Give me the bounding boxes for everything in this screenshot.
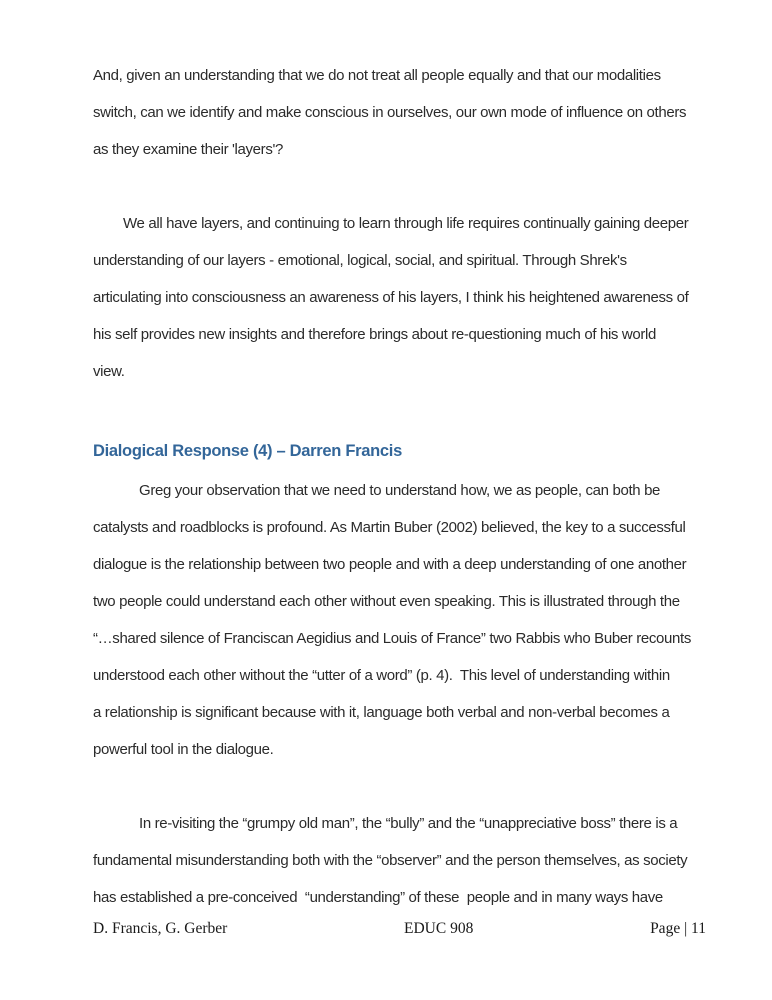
text-line: a relationship is significant because with it, language both verbal and non-verbal becomes a <box>93 704 670 721</box>
footer-authors: D. Francis, G. Gerber <box>93 920 228 937</box>
text-line: fundamental misunderstanding both with the “observer” and the person themselves, as society <box>93 852 688 869</box>
section-heading-dialogical-response: Dialogical Response (4) – Darren Francis <box>93 442 402 460</box>
text-line: two people could understand each other without even speaking. This is illustrated through the <box>93 593 680 610</box>
text-line: understanding of our layers - emotional, logical, social, and spiritual. Through Shrek's <box>93 252 627 269</box>
page-footer <box>93 914 706 944</box>
paragraph-modalities <box>93 57 685 168</box>
paragraph-layers <box>93 205 689 390</box>
text-line: articulating into consciousness an awareness of his layers, I think his heightened awareness of <box>93 289 689 306</box>
footer-course: EDUC 908 <box>404 920 474 937</box>
text-line: understood each other without the “utter of a word” (p. 4). This level of understanding within <box>93 667 670 684</box>
text-line: catalysts and roadblocks is profound. As Martin Buber (2002) believed, the key to a successful <box>93 519 686 536</box>
paragraph-buber-dialogue <box>93 472 691 768</box>
text-line: In re-visiting the “grumpy old man”, the “bully” and the “unappreciative boss” there is a <box>139 815 678 832</box>
text-line: view. <box>93 363 125 380</box>
text-line: We all have layers, and continuing to learn through life requires continually gaining deeper <box>123 215 689 232</box>
text-line: dialogue is the relationship between two people and with a deep understanding of one another <box>93 556 687 573</box>
footer-page-number: Page | 11 <box>650 920 706 937</box>
text-line: his self provides new insights and therefore brings about re-questioning much of his world <box>93 326 656 343</box>
text-line: has established a pre-conceived “understanding” of these people and in many ways have <box>93 889 663 906</box>
paragraph-revisiting <box>93 805 688 916</box>
text-line: “…shared silence of Franciscan Aegidius and Louis of France” two Rabbis who Buber recounts <box>93 630 691 647</box>
text-line: powerful tool in the dialogue. <box>93 741 274 758</box>
text-line: switch, can we identify and make conscious in ourselves, our own mode of influence on others <box>93 104 687 121</box>
text-line: as they examine their 'layers'? <box>93 141 283 158</box>
text-line: And, given an understanding that we do not treat all people equally and that our modalities <box>93 67 661 84</box>
text-line: Greg your observation that we need to understand how, we as people, can both be <box>139 482 661 499</box>
page-body <box>93 57 691 953</box>
